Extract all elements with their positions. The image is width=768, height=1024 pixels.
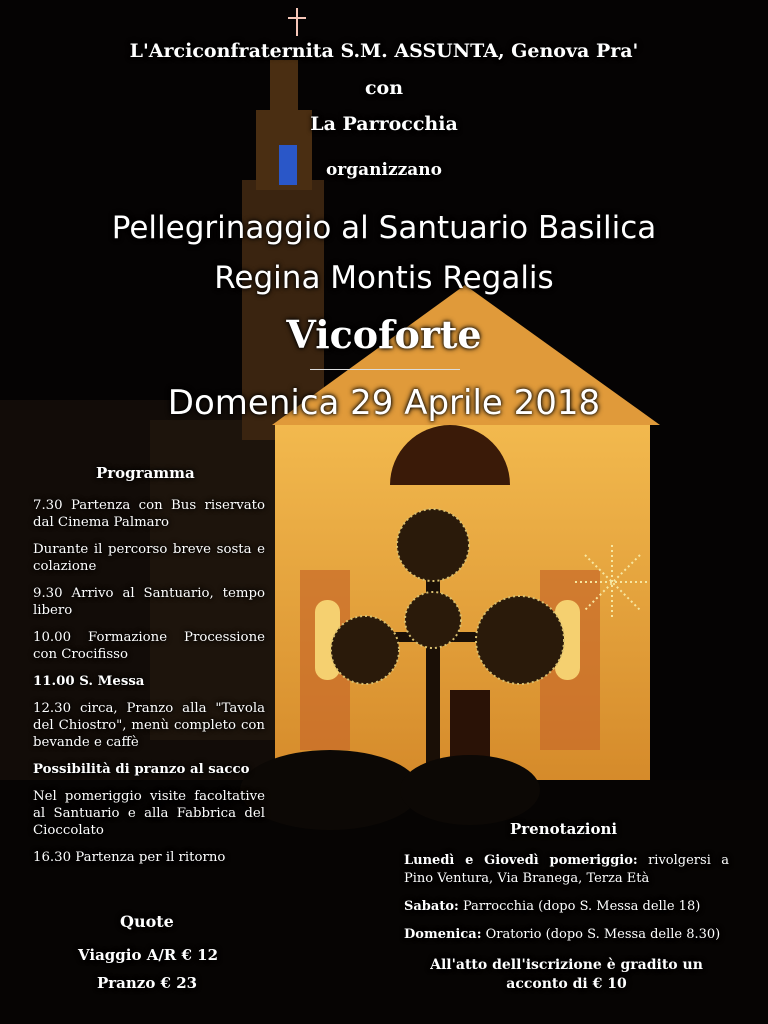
programma-item: 11.00 S. Messa xyxy=(33,674,145,689)
organize-line: organizzano xyxy=(325,160,443,180)
parish-line: La Parrocchia xyxy=(310,113,458,135)
prenotazioni-item xyxy=(404,926,729,944)
prenotazioni-list xyxy=(404,852,729,954)
event-date: Domenica 29 Aprile 2018 xyxy=(167,383,601,423)
programma-title: Programma xyxy=(96,464,195,482)
programma-item: 9.30 Arrivo al Santuario, tempo libero xyxy=(33,586,265,618)
prenotazioni-text: Oratorio (dopo S. Messa delle 8.30) xyxy=(481,927,721,942)
prenotazioni-label: Sabato: xyxy=(404,899,459,914)
title-place: Vicoforte xyxy=(286,312,482,357)
con-line: con xyxy=(364,77,404,99)
title-divider xyxy=(310,369,460,370)
prenotazioni-label: Domenica: xyxy=(404,927,482,942)
title-line-1: Pellegrinaggio al Santuario Basilica xyxy=(111,210,657,246)
prenotazioni-item xyxy=(404,852,729,888)
prenotazioni-text: rivolgersi a Pino Ventura, Via Branega, Terza Età xyxy=(404,853,729,886)
programma-item: 7.30 Partenza con Bus riservato dal Cinema Palmaro xyxy=(33,498,265,530)
title-line-2: Regina Montis Regalis xyxy=(214,260,554,296)
programma-item: Durante il percorso breve sosta e colazione xyxy=(33,542,265,574)
prenotazioni-item xyxy=(404,898,729,916)
programma-item: Possibilità di pranzo al sacco xyxy=(33,762,250,777)
prenotazioni-text: Parrocchia (dopo S. Messa delle 18) xyxy=(458,899,701,914)
programma-item: 12.30 circa, Pranzo alla "Tavola del Chiostro", menù completo con bevande e caffè xyxy=(33,701,265,750)
prenotazioni-title: Prenotazioni xyxy=(510,820,618,838)
programma-item: 10.00 Formazione Processione con Crocifisso xyxy=(33,630,265,662)
quote-pranzo: Pranzo € 23 xyxy=(97,974,198,992)
quote-viaggio: Viaggio A/R € 12 xyxy=(78,946,219,964)
organizer-line: L'Arciconfraternita S.M. ASSUNTA, Genova Pra' xyxy=(129,40,639,62)
programma-list xyxy=(33,497,265,876)
prenotazioni-label: Lunedì e Giovedì pomeriggio: xyxy=(404,853,638,868)
programma-item: 16.30 Partenza per il ritorno xyxy=(33,850,226,865)
quote-title: Quote xyxy=(120,912,174,931)
acconto-note: All'atto dell'iscrizione è gradito un acconto di € 10 xyxy=(430,957,703,992)
programma-item: Nel pomeriggio visite facoltative al Santuario e alla Fabbrica del Cioccolato xyxy=(33,789,265,838)
